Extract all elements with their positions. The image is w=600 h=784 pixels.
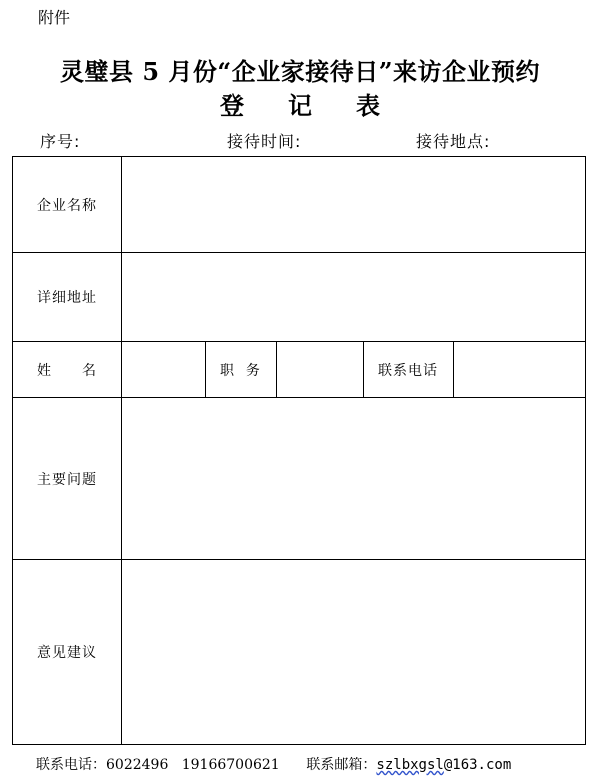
footer-phone-2: 19166700621 — [181, 757, 280, 773]
address-label: 详细地址 — [13, 253, 122, 342]
footer-phone-label: 联系电话： — [36, 757, 106, 773]
suggestions-label: 意见建议 — [13, 560, 122, 745]
company-name-label: 企业名称 — [13, 157, 122, 253]
issues-label: 主要问题 — [13, 398, 122, 560]
subtitle-char-2: 记 — [288, 91, 312, 120]
registration-form-table — [12, 156, 586, 745]
issues-row — [13, 398, 586, 560]
name-field[interactable] — [122, 342, 206, 398]
position-field[interactable] — [277, 342, 364, 398]
phone-label: 联系电话 — [364, 342, 454, 398]
subtitle-char-1: 登 — [220, 91, 244, 120]
footer-email-user: szlbxgsl — [376, 757, 444, 773]
suggestions-field[interactable] — [122, 560, 586, 745]
issues-field[interactable] — [122, 398, 586, 560]
footer-email-domain: @163.com — [443, 757, 512, 773]
reception-time-label: 接待时间: — [227, 132, 302, 151]
company-name-row — [13, 157, 586, 253]
form-subtitle — [0, 90, 600, 122]
reception-place-label: 接待地点: — [416, 132, 491, 151]
address-row — [13, 253, 586, 342]
footer-email-link[interactable] — [376, 757, 511, 773]
name-label: 姓 名 — [13, 342, 122, 398]
subtitle-char-3: 表 — [356, 91, 380, 120]
form-title: 灵璧县 5 月份“企业家接待日”来访企业预约 — [59, 57, 541, 86]
suggestions-row — [13, 560, 586, 745]
contact-row — [13, 342, 586, 398]
footer-contact — [36, 755, 511, 775]
serial-number-label: 序号: — [40, 132, 81, 151]
footer-phone-1: 6022496 — [106, 757, 169, 773]
position-label: 职 务 — [206, 342, 277, 398]
company-name-field[interactable] — [122, 157, 586, 253]
phone-field[interactable] — [454, 342, 586, 398]
footer-email-label: 联系邮箱： — [306, 757, 377, 773]
attachment-label: 附件 — [38, 8, 71, 27]
address-field[interactable] — [122, 253, 586, 342]
